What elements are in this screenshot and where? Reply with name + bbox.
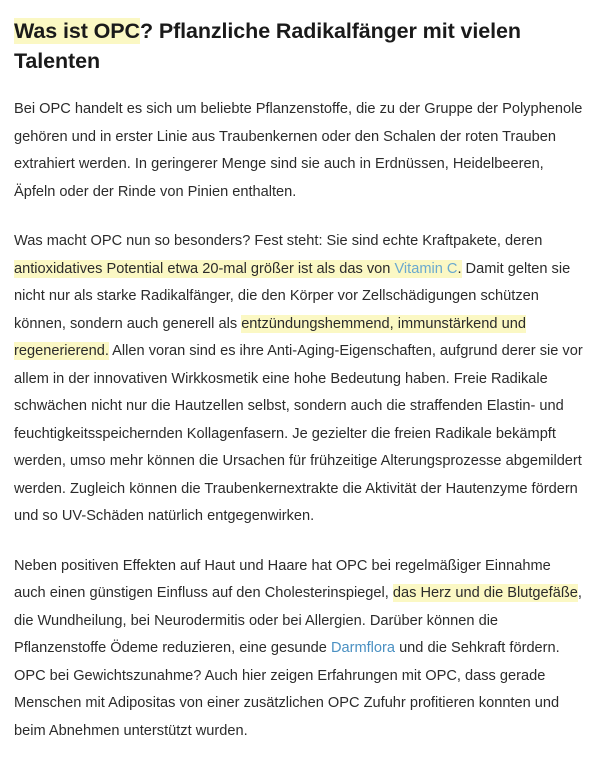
page-title-rest: ? Pflanzliche Radikalfänger mit vielen Talenten <box>14 19 521 73</box>
paragraph-benefits <box>14 228 586 531</box>
paragraph-health-effects <box>14 553 586 746</box>
p3-text-b: , die Wundheilung, bei Neurodermitis oder bei Allergien. Darüber können die Pflanzenstoffe Ödeme reduzieren, eine gesunde <box>14 585 582 656</box>
p2-text-a: Was macht OPC nun so besonders? Fest steht: Sie sind echte Kraftpakete, deren <box>14 233 543 249</box>
p3-text-c: und die Sehkraft fördern. OPC bei Gewichtszunahme? Auch hier zeigen Erfahrungen mit OPC, dass gerade Menschen mit Adipositas von einer zusätzlichen OPC Zufuhr profitieren konnten und beim Abnehmen unterstützt wurden. <box>14 640 560 739</box>
p2-text-c: Allen voran sind es ihre Anti-Aging-Eigenschaften, aufgrund derer sie vor allem in der innovativen Wirkkosmetik eine hohe Bedeutung haben. Freie Radikale schwächen nicht nur die Hautzellen selbst, sondern auch die straffenden Elastin- und feuchtigkeitsspeichernden Kollagenfasern. Je gezielter die freien Radikale bekämpft werden, umso mehr können die Ursachen für frühzeitige Alterungsprozesse abgemildert werden. Zugleich können die Traubenkernextrakte die Aktivität der Hautenzyme fördern und so UV-Schäden natürlich entgegenwirken. <box>14 343 583 524</box>
p3-text-a: Neben positiven Effekten auf Haut und Haare hat OPC bei regelmäßiger Einnahme auch einen günstigen Einfluss auf den Cholesterinspiegel, <box>14 557 551 601</box>
p2-highlight-antioxidant <box>14 260 462 278</box>
p3-highlight-heart: das Herz und die Blutgefäße <box>392 585 578 601</box>
p2-highlight-effects: entzündungshemmend, immunstärkend und regenerierend. <box>14 315 526 359</box>
paragraph-intro <box>14 96 586 206</box>
p2-highlight-antioxidant-end: . <box>457 260 462 277</box>
paragraph-intro-text: Bei OPC handelt es sich um beliebte Pflanzenstoffe, die zu der Gruppe der Polyphenole gehören und in erster Linie aus Traubenkernen oder den Schalen der roten Trauben extrahiert werden. In geringerer Menge sind sie auch in Erdnüssen, Heidelbeeren, Äpfeln oder der Rinde von Pinien enthalten. <box>14 101 583 200</box>
vitamin-c-link[interactable]: Vitamin C <box>394 260 458 277</box>
p2-text-b: Damit gelten sie nicht nur als starke Radikalfänger, die den Körper vor Zellschädigungen schützen können, sondern auch generell als <box>14 260 571 332</box>
page-title-highlight: Was ist OPC <box>14 19 140 43</box>
p2-highlight-antioxidant-text: antioxidatives Potential etwa 20-mal größer ist als das von <box>14 260 395 277</box>
darmflora-link[interactable]: Darmflora <box>330 640 396 656</box>
page-title <box>14 16 586 76</box>
